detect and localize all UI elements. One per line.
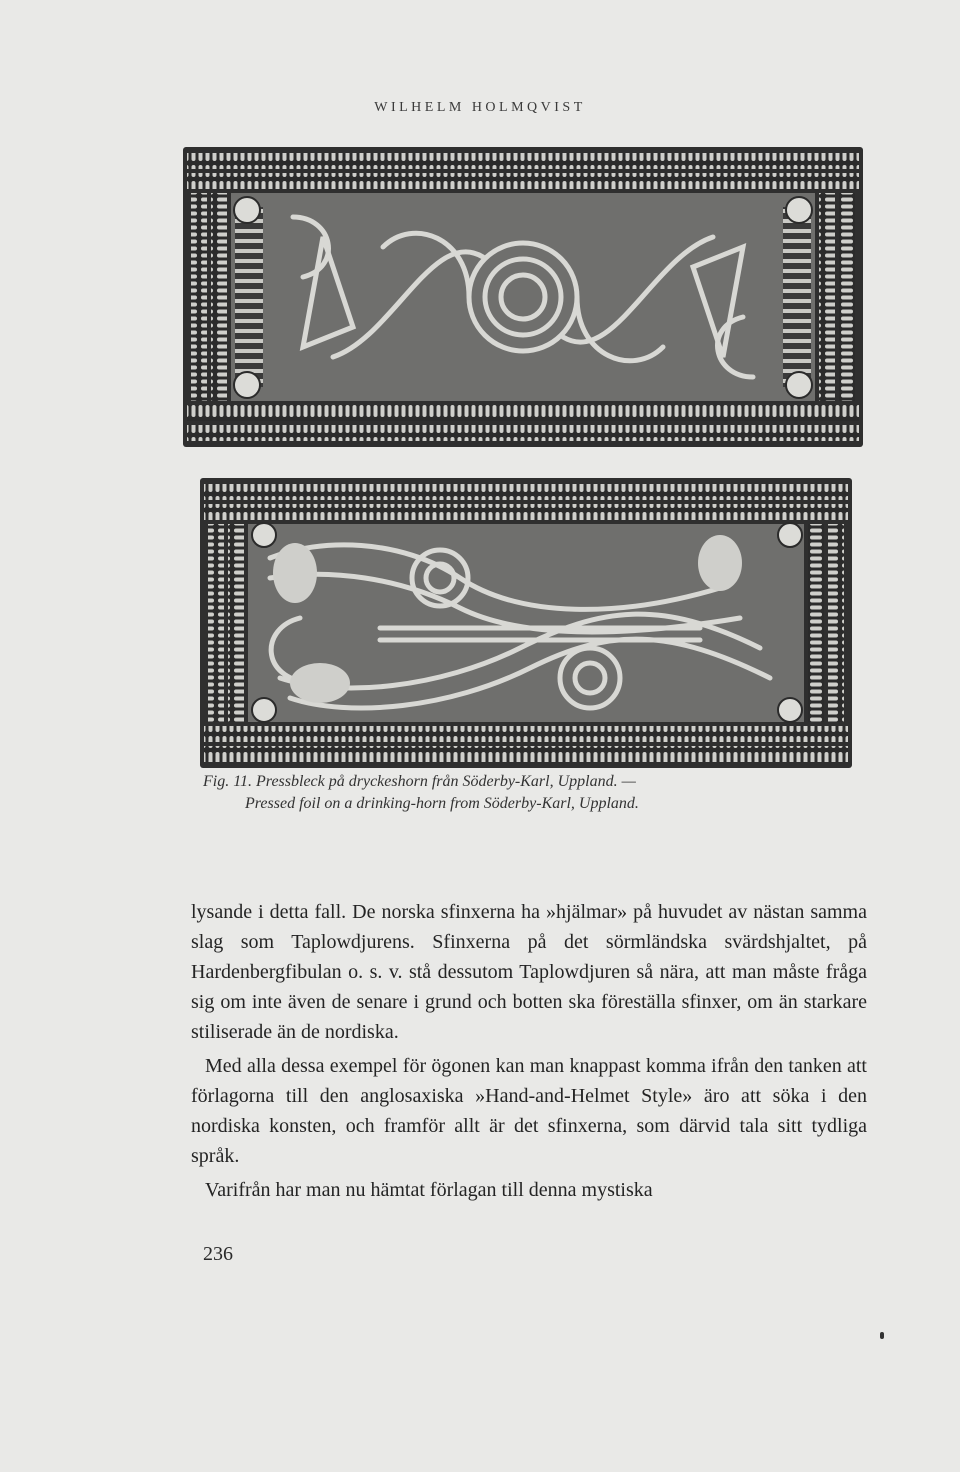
body-text (191, 897, 867, 1205)
bottom-plate-illustration (200, 478, 852, 768)
paragraph-3: Varifrån har man nu hämtat förlagan till denna mystiska (205, 1179, 653, 1201)
caption-english: Pressed foil on a drinking-horn from Söderby-Karl, Uppland. (245, 795, 639, 812)
ink-speck (880, 1332, 884, 1339)
top-plate-illustration (183, 147, 863, 447)
paragraph-2: Med alla dessa exempel för ögonen kan man knappast komma ifrån den tanken att förlagorna till den anglosaxiska »Hand-and-Helmet Style» äro att söka i den nordiska konsten, och framför allt är det sfinxerna, som därvid tala sitt tydliga språk. (191, 1055, 867, 1167)
paragraph-1: lysande i detta fall. De norska sfinxerna ha »hjälmar» på huvudet av nästan samma slag som Taplowdjurens. Sfinxerna på det sörmländska svärdshjaltet, på Hardenbergfibulan o. s. v. stå dessutom Taplowdjuren så nära, att man måste fråga sig om inte även de senare i grund och botten ska föreställa sfinxer, om än starkare stiliserade än de nordiska. (191, 901, 867, 1043)
figure-top-plate (183, 147, 863, 447)
figure-bottom-plate (200, 478, 852, 768)
figure-caption (203, 771, 863, 815)
page-number: 236 (203, 1243, 233, 1265)
running-header: WILHELM HOLMQVIST (374, 100, 586, 115)
caption-swedish: Fig. 11. Pressbleck på dryckeshorn från Söderby-Karl, Uppland. — (203, 773, 636, 790)
